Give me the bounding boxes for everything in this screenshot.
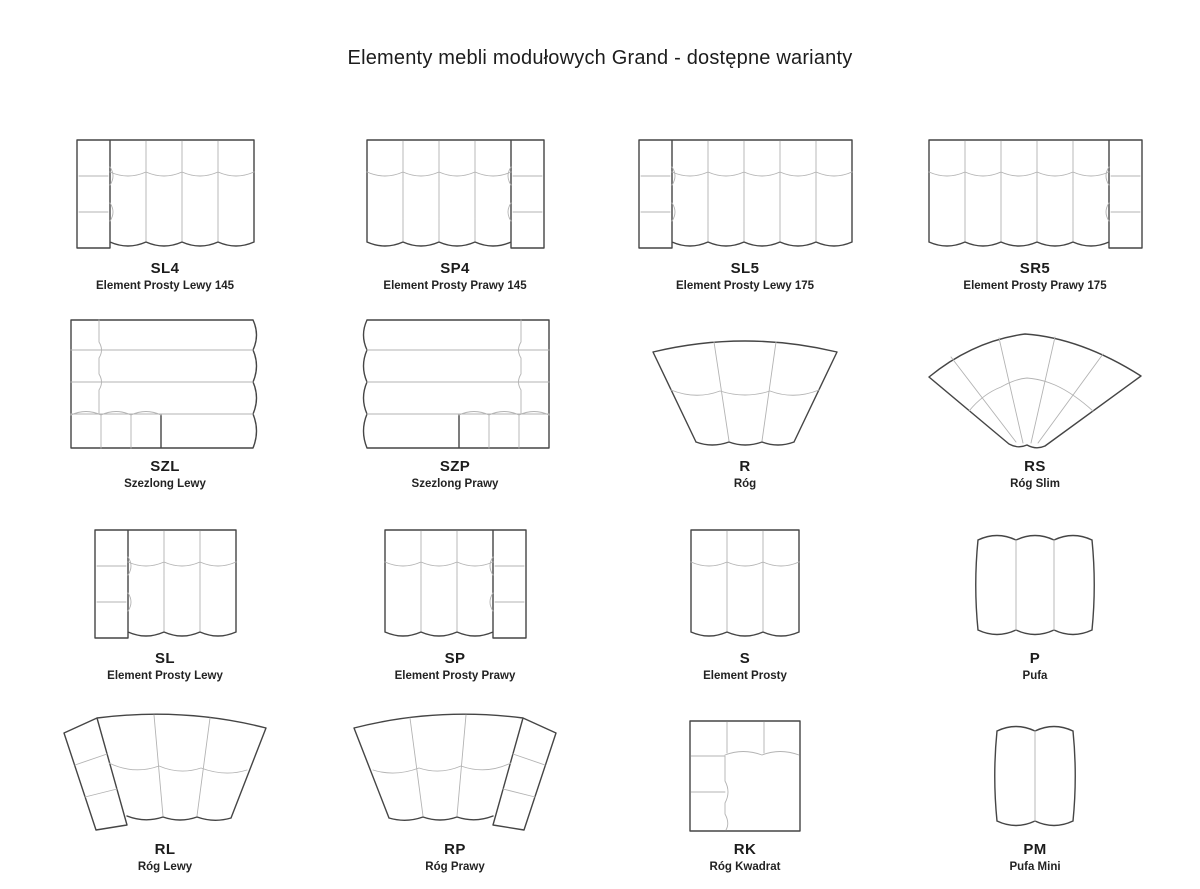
variant-name: Róg Prawy	[425, 861, 485, 873]
variant-name: Element Prosty	[703, 670, 787, 682]
corner-arm-drawing	[49, 693, 281, 833]
variant-card-szp	[310, 308, 600, 506]
variant-code: SP4	[440, 260, 470, 277]
variant-card-szl	[20, 308, 310, 506]
variant-code: SR5	[1019, 260, 1051, 277]
variant-name: Element Prosty Lewy 175	[675, 280, 815, 292]
variant-name: Element Prosty Lewy	[107, 670, 223, 682]
variant-row	[20, 130, 1180, 308]
corner-square-drawing	[688, 719, 802, 833]
variant-code: RP	[444, 841, 466, 858]
sofa-drawing	[689, 528, 801, 642]
variant-card-rk	[600, 698, 890, 889]
variant-row	[20, 698, 1180, 889]
variant-code: R	[739, 458, 751, 475]
page-title: Elementy mebli modułowych Grand - dostępne warianty	[347, 47, 853, 69]
variant-name: Szezlong Prawy	[411, 478, 499, 490]
variant-card-rl	[20, 698, 310, 889]
variant-code: PM	[1023, 841, 1047, 858]
variant-name: Róg Kwadrat	[709, 861, 781, 873]
variant-card-s	[600, 506, 890, 698]
variant-grid	[20, 130, 1180, 889]
variant-name: Pufa Mini	[1009, 861, 1061, 873]
variant-code: S	[739, 650, 751, 667]
sofa-drawing	[927, 138, 1144, 252]
variant-card-rp	[310, 698, 600, 889]
chaise-drawing	[69, 318, 261, 450]
variant-code: SL5	[730, 260, 760, 277]
chaise-drawing	[359, 318, 551, 450]
variant-card-pm	[890, 698, 1180, 889]
variant-row	[20, 308, 1180, 506]
variant-code: P	[1029, 650, 1041, 667]
variant-name: Róg	[733, 478, 757, 490]
variant-card-sp	[310, 506, 600, 698]
variant-name: Element Prosty Prawy	[394, 670, 516, 682]
pouf-drawing	[994, 719, 1076, 833]
corner-drawing	[650, 322, 840, 450]
variant-name: Element Prosty Lewy 145	[95, 280, 235, 292]
corner-slim-drawing	[923, 328, 1147, 450]
variant-name: Szezlong Lewy	[124, 478, 206, 490]
variant-name: Element Prosty Prawy 145	[383, 280, 527, 292]
variant-code: SL	[155, 650, 175, 667]
sofa-drawing	[75, 138, 256, 252]
variant-row	[20, 506, 1180, 698]
sofa-drawing	[93, 528, 238, 642]
variant-name: Element Prosty Prawy 175	[963, 280, 1107, 292]
variant-card-sl4	[20, 130, 310, 308]
variant-code: SZL	[150, 458, 180, 475]
corner-arm-drawing	[339, 693, 571, 833]
variant-card-sr5	[890, 130, 1180, 308]
variant-card-sp4	[310, 130, 600, 308]
variant-code: RL	[154, 841, 176, 858]
sofa-drawing	[637, 138, 854, 252]
variant-name: Róg Slim	[1010, 478, 1060, 490]
variant-code: SP	[444, 650, 466, 667]
pouf-drawing	[975, 528, 1095, 642]
variant-card-sl	[20, 506, 310, 698]
sofa-drawing	[383, 528, 528, 642]
sofa-drawing	[365, 138, 546, 252]
variant-code: SL4	[150, 260, 180, 277]
variant-name: Róg Lewy	[137, 861, 193, 873]
variant-code: SZP	[439, 458, 471, 475]
variant-card-sl5	[600, 130, 890, 308]
variant-code: RS	[1024, 458, 1046, 475]
variant-card-rs	[890, 308, 1180, 506]
variant-card-p	[890, 506, 1180, 698]
variant-code: RK	[733, 841, 757, 858]
variant-card-r	[600, 308, 890, 506]
variant-name: Pufa	[1022, 670, 1048, 682]
